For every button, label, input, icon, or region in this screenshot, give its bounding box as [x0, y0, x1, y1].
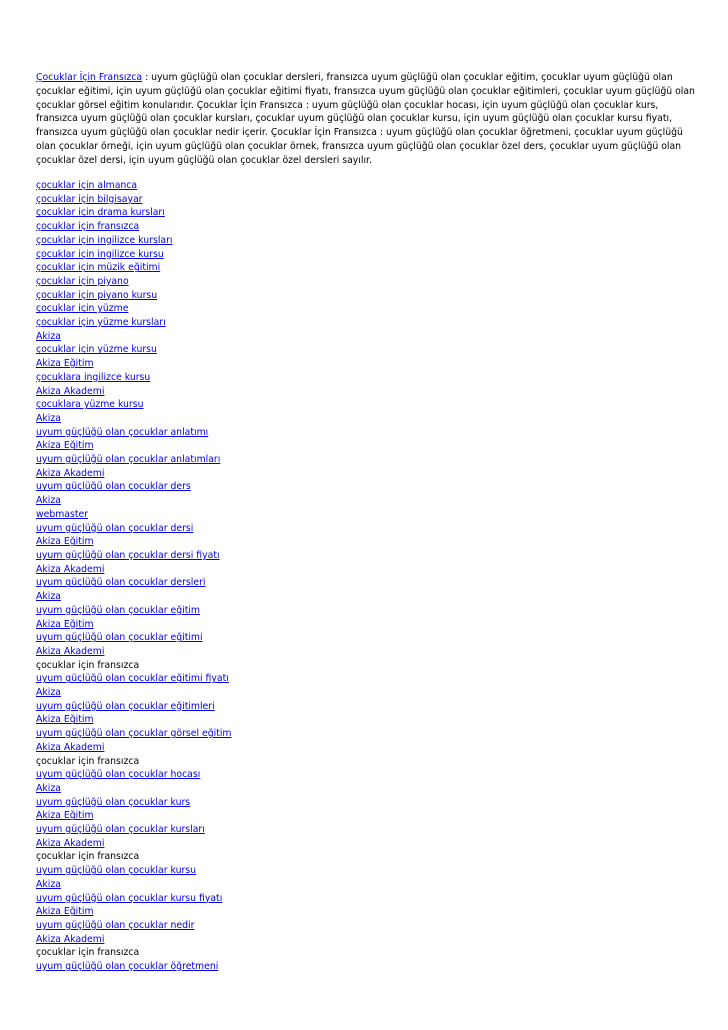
list-item: [36, 919, 232, 933]
list-link[interactable]: Akiza Akademi: [36, 837, 105, 849]
list-link[interactable]: uyum güçlüğü olan çocuklar kurs: [36, 796, 191, 808]
list-item: [36, 563, 232, 577]
list-item: [36, 193, 232, 207]
list-link[interactable]: çocuklar için bilgisayar: [36, 193, 143, 205]
list-item: [36, 741, 232, 755]
list-item: [36, 316, 232, 330]
link-list: [36, 179, 232, 974]
list-link[interactable]: uyum güçlüğü olan çocuklar anlatımı: [36, 426, 209, 438]
list-item: [36, 796, 232, 810]
list-item: [36, 248, 232, 262]
list-item: [36, 508, 232, 522]
list-item: [36, 768, 232, 782]
list-item: [36, 302, 232, 316]
list-link[interactable]: webmaster: [36, 508, 89, 520]
list-item: [36, 659, 232, 673]
list-item: [36, 289, 232, 303]
list-item: [36, 220, 232, 234]
list-link[interactable]: Akiza Eğitim: [36, 358, 94, 370]
list-item: [36, 727, 232, 741]
list-link[interactable]: uyum güçlüğü olan çocuklar öğretmeni: [36, 961, 219, 973]
list-item: [36, 179, 232, 193]
list-item: [36, 645, 232, 659]
list-link[interactable]: çocuklara ingilizce kursu: [36, 371, 151, 383]
list-link[interactable]: uyum güçlüğü olan çocuklar anlatımları: [36, 454, 221, 466]
list-link[interactable]: Akiza Akademi: [36, 467, 105, 479]
list-text: çocuklar için fransızca: [36, 755, 140, 767]
list-link[interactable]: çocuklar için almanca: [36, 180, 138, 191]
list-item: [36, 453, 232, 467]
list-item: [36, 398, 232, 412]
list-item: [36, 576, 232, 590]
list-link[interactable]: Akiza Akademi: [36, 385, 105, 397]
list-item: [36, 933, 232, 947]
list-item: [36, 522, 232, 536]
list-text: çocuklar için fransızca: [36, 851, 140, 863]
list-item: [36, 261, 232, 275]
list-link[interactable]: uyum güçlüğü olan çocuklar dersleri: [36, 577, 206, 589]
list-link[interactable]: çocuklar için ingilizce kursu: [36, 248, 164, 260]
list-link[interactable]: uyum güçlüğü olan çocuklar eğitimleri: [36, 700, 215, 712]
list-link[interactable]: Akiza Eğitim: [36, 810, 94, 822]
list-link[interactable]: Akiza: [36, 878, 61, 890]
list-link[interactable]: uyum güçlüğü olan çocuklar kursu: [36, 865, 197, 877]
list-link[interactable]: Akiza: [36, 687, 61, 699]
list-item: [36, 535, 232, 549]
list-link[interactable]: uyum güçlüğü olan çocuklar görsel eğitim: [36, 728, 232, 740]
list-link[interactable]: uyum güçlüğü olan çocuklar ders: [36, 481, 191, 493]
list-item: [36, 850, 232, 864]
list-item: [36, 343, 232, 357]
list-link[interactable]: çocuklar için yüzme kursu: [36, 344, 157, 356]
list-link[interactable]: Akiza Eğitim: [36, 536, 94, 548]
list-link[interactable]: Akiza Eğitim: [36, 618, 94, 630]
list-item: [36, 426, 232, 440]
list-link[interactable]: Akiza Akademi: [36, 933, 105, 945]
list-link[interactable]: uyum güçlüğü olan çocuklar nedir: [36, 919, 195, 931]
list-link[interactable]: Akiza: [36, 412, 61, 424]
list-link[interactable]: çocuklar için drama kursları: [36, 207, 165, 219]
list-link[interactable]: Akiza: [36, 495, 61, 507]
list-item: [36, 782, 232, 796]
list-link[interactable]: çocuklar için piyano: [36, 275, 129, 287]
list-link[interactable]: Akiza: [36, 330, 61, 342]
list-item: [36, 878, 232, 892]
list-item: [36, 275, 232, 289]
list-text: çocuklar için fransızca: [36, 659, 140, 671]
list-link[interactable]: Akiza: [36, 782, 61, 794]
list-item: [36, 467, 232, 481]
intro-title-link[interactable]: Çocuklar İçin Fransızca: [36, 72, 143, 83]
list-link[interactable]: çocuklar için ingilizce kursları: [36, 234, 173, 246]
list-link[interactable]: uyum güçlüğü olan çocuklar kursları: [36, 824, 205, 836]
list-item: [36, 618, 232, 632]
list-item: [36, 494, 232, 508]
list-link[interactable]: çocuklara yüzme kursu: [36, 399, 144, 411]
list-link[interactable]: uyum güçlüğü olan çocuklar dersi: [36, 522, 194, 534]
list-link[interactable]: çocuklar için fransızca: [36, 221, 140, 233]
list-link[interactable]: uyum güçlüğü olan çocuklar dersi fiyatı: [36, 549, 220, 561]
intro-body-text: : uyum güçlüğü olan çocuklar dersleri, fransızca uyum güçlüğü olan çocuklar eğitim, çocuklar uyum güçlüğü olan çocuklar eğitimi, için uyum güçlüğü olan çocuklar eğitimi fiyatı, fransızca uyum güçlüğü olan çocuklar eğitimleri, çocuklar uyum güçlüğü olan çocuklar görsel eğitim konularıdır. Çocuklar İçin Fransızca : uyum güçlüğü olan çocuklar hocası, için uyum güçlüğü olan çocuklar kurs, fransızca uyum güçlüğü olan çocuklar kursları, çocuklar uyum güçlüğü olan çocuklar kursu, için uyum güçlüğü olan çocuklar kursu fiyatı, fransızca uyum güçlüğü olan çocuklar nedir içerir. Çocuklar İçin Fransızca : uyum güçlüğü olan çocuklar öğretmeni, çocuklar uyum güçlüğü olan çocuklar örneği, için uyum güçlüğü olan çocuklar örnek, fransızca uyum güçlüğü olan çocuklar özel ders, çocuklar uyum güçlüğü olan çocuklar özel dersi, için uyum güçlüğü olan çocuklar özel dersleri sayılır.: [36, 72, 695, 166]
list-item: [36, 234, 232, 248]
list-item: [36, 755, 232, 769]
list-link[interactable]: çocuklar için yüzme kursları: [36, 317, 166, 329]
list-item: [36, 672, 232, 686]
list-link[interactable]: Akiza: [36, 591, 61, 603]
list-item: [36, 371, 232, 385]
list-link[interactable]: çocuklar için yüzme: [36, 303, 129, 315]
list-item: [36, 631, 232, 645]
list-item: [36, 809, 232, 823]
list-item: [36, 864, 232, 878]
list-item: [36, 357, 232, 371]
list-item: [36, 960, 232, 974]
list-link[interactable]: Akiza Akademi: [36, 563, 105, 575]
list-link[interactable]: uyum güçlüğü olan çocuklar eğitim: [36, 604, 200, 616]
list-item: [36, 590, 232, 604]
list-item: [36, 905, 232, 919]
list-item: [36, 385, 232, 399]
list-item: [36, 892, 232, 906]
list-link[interactable]: Akiza Eğitim: [36, 440, 94, 452]
list-item: [36, 480, 232, 494]
list-item: [36, 946, 232, 960]
list-item: [36, 206, 232, 220]
list-item: [36, 713, 232, 727]
list-link[interactable]: uyum güçlüğü olan çocuklar eğitimi: [36, 632, 203, 644]
list-text: çocuklar için fransızca: [36, 947, 140, 959]
list-item: [36, 412, 232, 426]
list-link[interactable]: uyum güçlüğü olan çocuklar hocası: [36, 769, 201, 781]
list-item: [36, 439, 232, 453]
list-link[interactable]: Akiza Eğitim: [36, 906, 94, 918]
list-item: [36, 549, 232, 563]
list-link[interactable]: çocuklar için müzik eğitimi: [36, 262, 161, 274]
list-item: [36, 686, 232, 700]
list-link[interactable]: çocuklar için piyano kursu: [36, 289, 158, 301]
list-item: [36, 837, 232, 851]
list-link[interactable]: Akiza Akademi: [36, 645, 105, 657]
list-link[interactable]: uyum güçlüğü olan çocuklar eğitimi fiyatı: [36, 673, 229, 685]
list-item: [36, 604, 232, 618]
list-link[interactable]: uyum güçlüğü olan çocuklar kursu fiyatı: [36, 892, 223, 904]
list-item: [36, 823, 232, 837]
list-item: [36, 330, 232, 344]
intro-paragraph: [36, 71, 696, 168]
list-item: [36, 700, 232, 714]
list-link[interactable]: Akiza Akademi: [36, 741, 105, 753]
list-link[interactable]: Akiza Eğitim: [36, 714, 94, 726]
